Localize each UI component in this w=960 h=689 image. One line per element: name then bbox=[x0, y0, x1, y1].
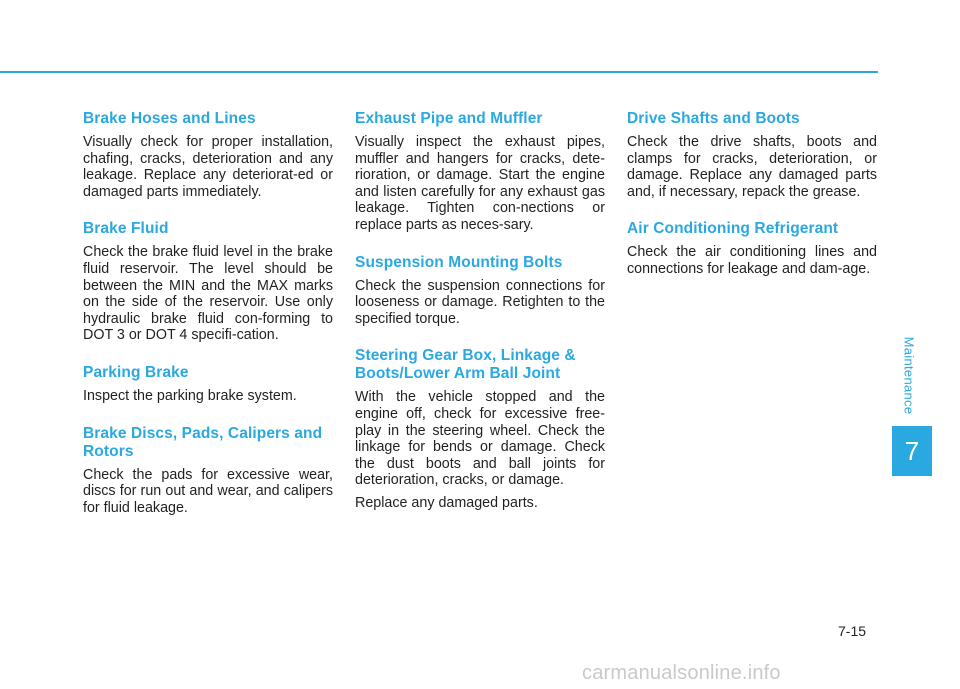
chapter-side-tab bbox=[895, 335, 923, 415]
section-paragraph: Check the pads for excessive wear, discs for run out and wear, and calipers for fluid leakage. bbox=[83, 466, 333, 516]
section-brake-fluid bbox=[83, 220, 333, 344]
column-1 bbox=[83, 110, 333, 536]
section-heading: Drive Shafts and Boots bbox=[627, 110, 800, 127]
chapter-number-badge: 7 bbox=[892, 426, 932, 476]
section-paragraph: With the vehicle stopped and the engine off, check for excessive free-play in the steering wheel. Check the linkage for bends or damage. Check the dust boots and ball joints for deterioration, cracks, or damage. bbox=[355, 389, 605, 489]
section-paragraph: Replace any damaged parts. bbox=[355, 494, 538, 511]
section-heading: Parking Brake bbox=[83, 363, 189, 381]
section-paragraph: Check the air conditioning lines and connections for leakage and dam-age. bbox=[627, 244, 877, 277]
section-heading: Steering Gear Box, Linkage & Boots/Lower Arm Ball Joint bbox=[355, 347, 576, 383]
section-heading: Air Conditioning Refrigerant bbox=[627, 220, 839, 238]
section-drive-shafts bbox=[627, 110, 877, 200]
section-heading: Exhaust Pipe and Muffler bbox=[355, 110, 543, 127]
section-suspension-bolts bbox=[355, 254, 605, 328]
section-heading: Suspension Mounting Bolts bbox=[355, 253, 563, 271]
section-paragraph: Visually inspect the exhaust pipes, muffler and hangers for cracks, dete-rioration, or damage. Start the engine and listen carefully for any exhaust gas leakage. Tighten con-nections or replace parts as neces-sary. bbox=[355, 134, 605, 233]
section-heading: Brake Fluid bbox=[83, 220, 169, 238]
section-exhaust-pipe bbox=[355, 110, 605, 234]
section-steering-gear bbox=[355, 347, 605, 511]
page-number: 7-15 bbox=[838, 623, 867, 639]
chapter-title: Maintenance bbox=[901, 336, 917, 414]
section-paragraph: Check the suspension connections for looseness or damage. Retighten to the specified torque. bbox=[355, 277, 605, 327]
section-paragraph: Visually check for proper installation, chafing, cracks, deterioration and any leakage. Replace any deteriorat-ed or damaged parts immediately. bbox=[83, 134, 333, 200]
section-paragraph: Check the drive shafts, boots and clamps for cracks, deterioration, or damage. Replace any damaged parts and, if necessary, repack the grease. bbox=[627, 134, 877, 200]
column-2 bbox=[355, 110, 605, 532]
section-heading: Brake Hoses and Lines bbox=[83, 110, 256, 127]
section-ac-refrigerant bbox=[627, 220, 877, 277]
section-brake-discs bbox=[83, 425, 333, 517]
watermark: carmanualsonline.info bbox=[582, 662, 781, 684]
section-heading: Brake Discs, Pads, Calipers and Rotors bbox=[83, 424, 323, 460]
column-3 bbox=[627, 110, 877, 298]
section-paragraph: Inspect the parking brake system. bbox=[83, 387, 297, 404]
section-paragraph: Check the brake fluid level in the brake fluid reservoir. The level should be between the MIN and the MAX marks on the side of the reservoir. Use only hydraulic brake fluid con-forming to DOT 3 or DOT 4 specifi-cation. bbox=[83, 244, 333, 344]
section-brake-hoses bbox=[83, 110, 333, 200]
top-divider bbox=[0, 71, 878, 73]
section-parking-brake bbox=[83, 364, 333, 405]
